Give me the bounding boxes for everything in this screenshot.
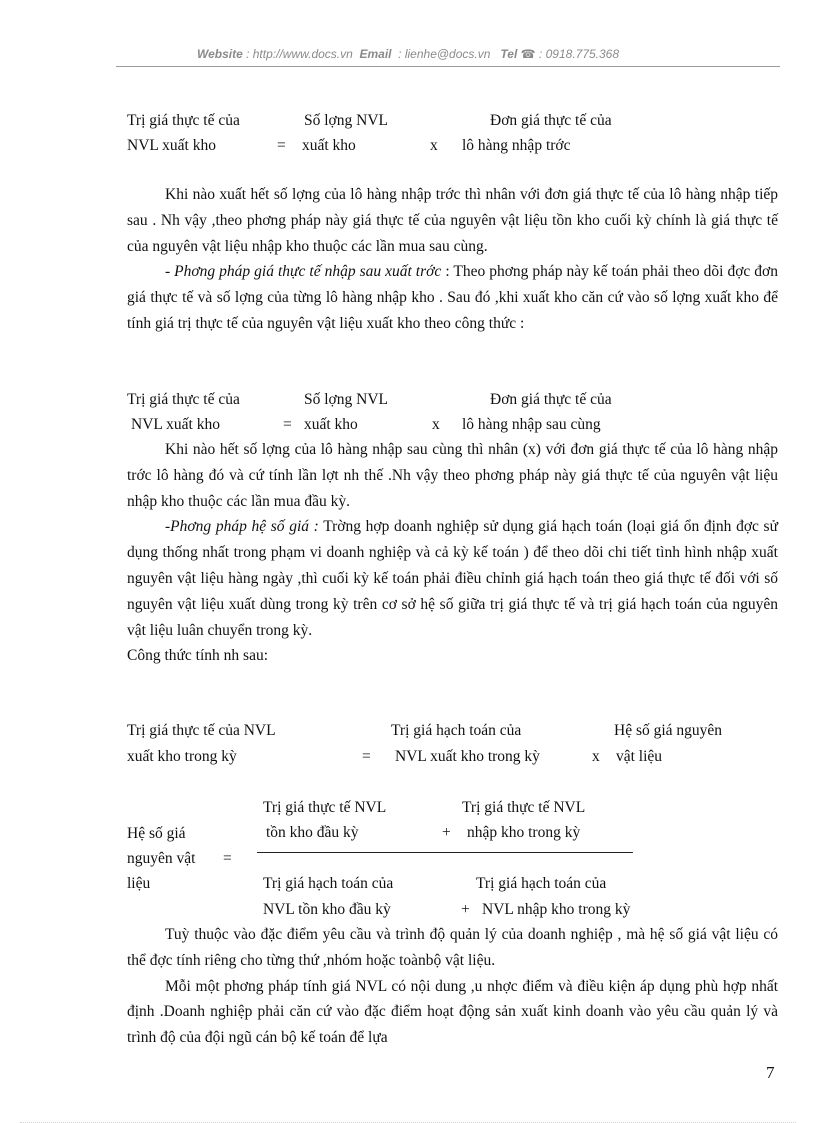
website-label: Website [196, 47, 243, 61]
formula1-c1: Đơn giá thực tế của [490, 112, 612, 129]
paragraph-lifo-explain [127, 437, 778, 669]
paragraph-5: Tuỳ thuộc vào đặc điểm yêu cầu và trình độ quản lý của doanh nghiệp , mà hệ số giá vật liệu có thể đợc tính riêng cho từng thứ ,nhóm hoặc toànbộ vật liệu. [127, 926, 778, 969]
page-number: 7 [766, 1063, 775, 1082]
formula4-num-b1: Trị giá thực tế NVL [462, 799, 586, 816]
tel-label: Tel [500, 47, 518, 61]
formula2-b1: Số lợng NVL [304, 391, 388, 408]
formula2-times: x [432, 416, 440, 433]
tel-number: ☎ : 0918.775.368 [520, 47, 620, 61]
formula2-equals: = [283, 416, 292, 433]
formula3-c2: vật liệu [616, 748, 663, 765]
formula4-den-a2: NVL tồn kho đầu kỳ [263, 901, 391, 918]
formula-intro: Công thức tính nh sau: [127, 647, 269, 665]
formula3-b2: NVL xuất kho trong kỳ [395, 748, 540, 765]
formula4-den-b1: Trị giá hạch toán của [476, 875, 607, 892]
formula4-lhs3: liệu [127, 875, 151, 892]
formula1-equals: = [277, 137, 286, 154]
method-lifo-body: : Theo phơng pháp này kế toán phải theo dõi đợc đơn giá thực tế và số lợng của từng lô hàng nhập kho . Sau đó ,khi xuất kho căn cứ vào số lợng xuất kho để tính giá trị thực tế của nguyên vật liệu xuất kho theo công thức : [127, 263, 778, 332]
formula4-den-a1: Trị giá hạch toán của [263, 875, 394, 892]
paragraph-3: Khi nào hết số lợng của lô hàng nhập sau cùng thì nhân (x) với đơn giá thực tế của lô hàng nhập trớc lô hàng đó và cứ tính lần lợt nh thế .Nh vậy theo phơng pháp này giá thực tế của nguyên vật liệu nhập kho thuộc các lần mua đầu kỳ. [127, 441, 778, 510]
formula3-a1: Trị giá thực tế của NVL [127, 722, 276, 739]
method-coefficient-title: -Phơng pháp hệ số giá : [165, 518, 319, 536]
fraction-line [257, 852, 633, 853]
formula2-a1: Trị giá thực tế của [127, 391, 240, 408]
paragraph-closing [127, 922, 778, 1051]
formula4-lhs2: nguyên vật [127, 850, 196, 867]
formula2-c1: Đơn giá thực tế của [490, 391, 612, 408]
formula3-b1: Trị giá hạch toán của [391, 722, 522, 739]
formula1-times: x [430, 137, 438, 154]
formula4-den-plus: + [461, 901, 470, 918]
formula4-num-b2: nhập kho trong kỳ [467, 824, 581, 841]
formula1-a1: Trị giá thực tế của [127, 112, 240, 129]
formula1-c2: lô hàng nhập trớc [462, 137, 571, 154]
paragraph-2 [127, 259, 778, 336]
method-lifo-title: - Phơng pháp giá thực tế nhập sau xuất trớc [165, 263, 442, 281]
formula3-c1: Hệ số giá nguyên [614, 722, 723, 739]
formula2-a2: NVL xuất kho [131, 416, 220, 433]
method-coefficient-body: Trờng hợp doanh nghiệp sử dụng giá hạch toán (loại giá ổn định đợc sử dụng thống nhất trong phạm vi doanh nghiệp và cả kỳ kế toán ) để theo dõi chi tiết tình hình nhập xuất nguyên vật liệu hàng ngày ,thì cuối kỳ kế toán phải điều chỉnh giá hạch toán theo giá thực tế đối với số nguyên vật liệu xuất dùng trong kỳ trên cơ sở hệ số giữa trị giá thực tế và trị giá hạch toán của nguyên vật liệu luân chuyển trong kỳ. [127, 518, 778, 639]
formula4-num-a1: Trị giá thực tế NVL [263, 799, 387, 816]
formula4-lhs1: Hệ số giá [127, 825, 186, 842]
formula3-times: x [592, 748, 600, 765]
email-label: Email [359, 47, 392, 61]
page-header [0, 47, 816, 61]
formula3-equals: = [362, 748, 371, 765]
paragraph-4 [127, 514, 778, 643]
email-address[interactable]: : lienhe@docs.vn [398, 47, 491, 61]
formula1-a2: NVL xuất kho [127, 137, 216, 154]
formula4-den-b2: NVL nhập kho trong kỳ [482, 901, 631, 918]
formula1-b1: Số lợng NVL [304, 112, 388, 129]
formula2-b2: xuất kho [304, 416, 358, 433]
formula2-c2: lô hàng nhập sau cùng [462, 416, 601, 433]
formula4-equals: = [223, 850, 232, 867]
paragraph-1: Khi nào xuất hết số lợng của lô hàng nhập trớc thì nhân với đơn giá thực tế của lô hàng nhập tiếp sau . Nh vậy ,theo phơng pháp này giá thực tế của nguyên vật liệu tồn kho cuối kỳ chính là giá thực tế của nguyên vật liệu nhập kho thuộc các lần mua sau cùng. [127, 186, 778, 255]
formula4-num-a2: tồn kho đầu kỳ [266, 824, 359, 841]
formula1-b2: xuất kho [302, 137, 356, 154]
website-url[interactable]: : http://www.docs.vn [246, 47, 353, 61]
formula4-num-plus: + [442, 824, 451, 841]
paragraph-fifo-explain [127, 182, 778, 337]
formula3-a2: xuất kho trong kỳ [127, 748, 237, 765]
header-rule [116, 66, 780, 67]
paragraph-6: Mỗi một phơng pháp tính giá NVL có nội dung ,u nhợc điểm và điều kiện áp dụng phù hợp nhất định .Doanh nghiệp phải căn cứ vào đặc điểm hoạt động sản xuất kinh doanh vào yêu cầu quản lý và trình độ của đội ngũ cán bộ kế toán để lựa [127, 977, 778, 1047]
